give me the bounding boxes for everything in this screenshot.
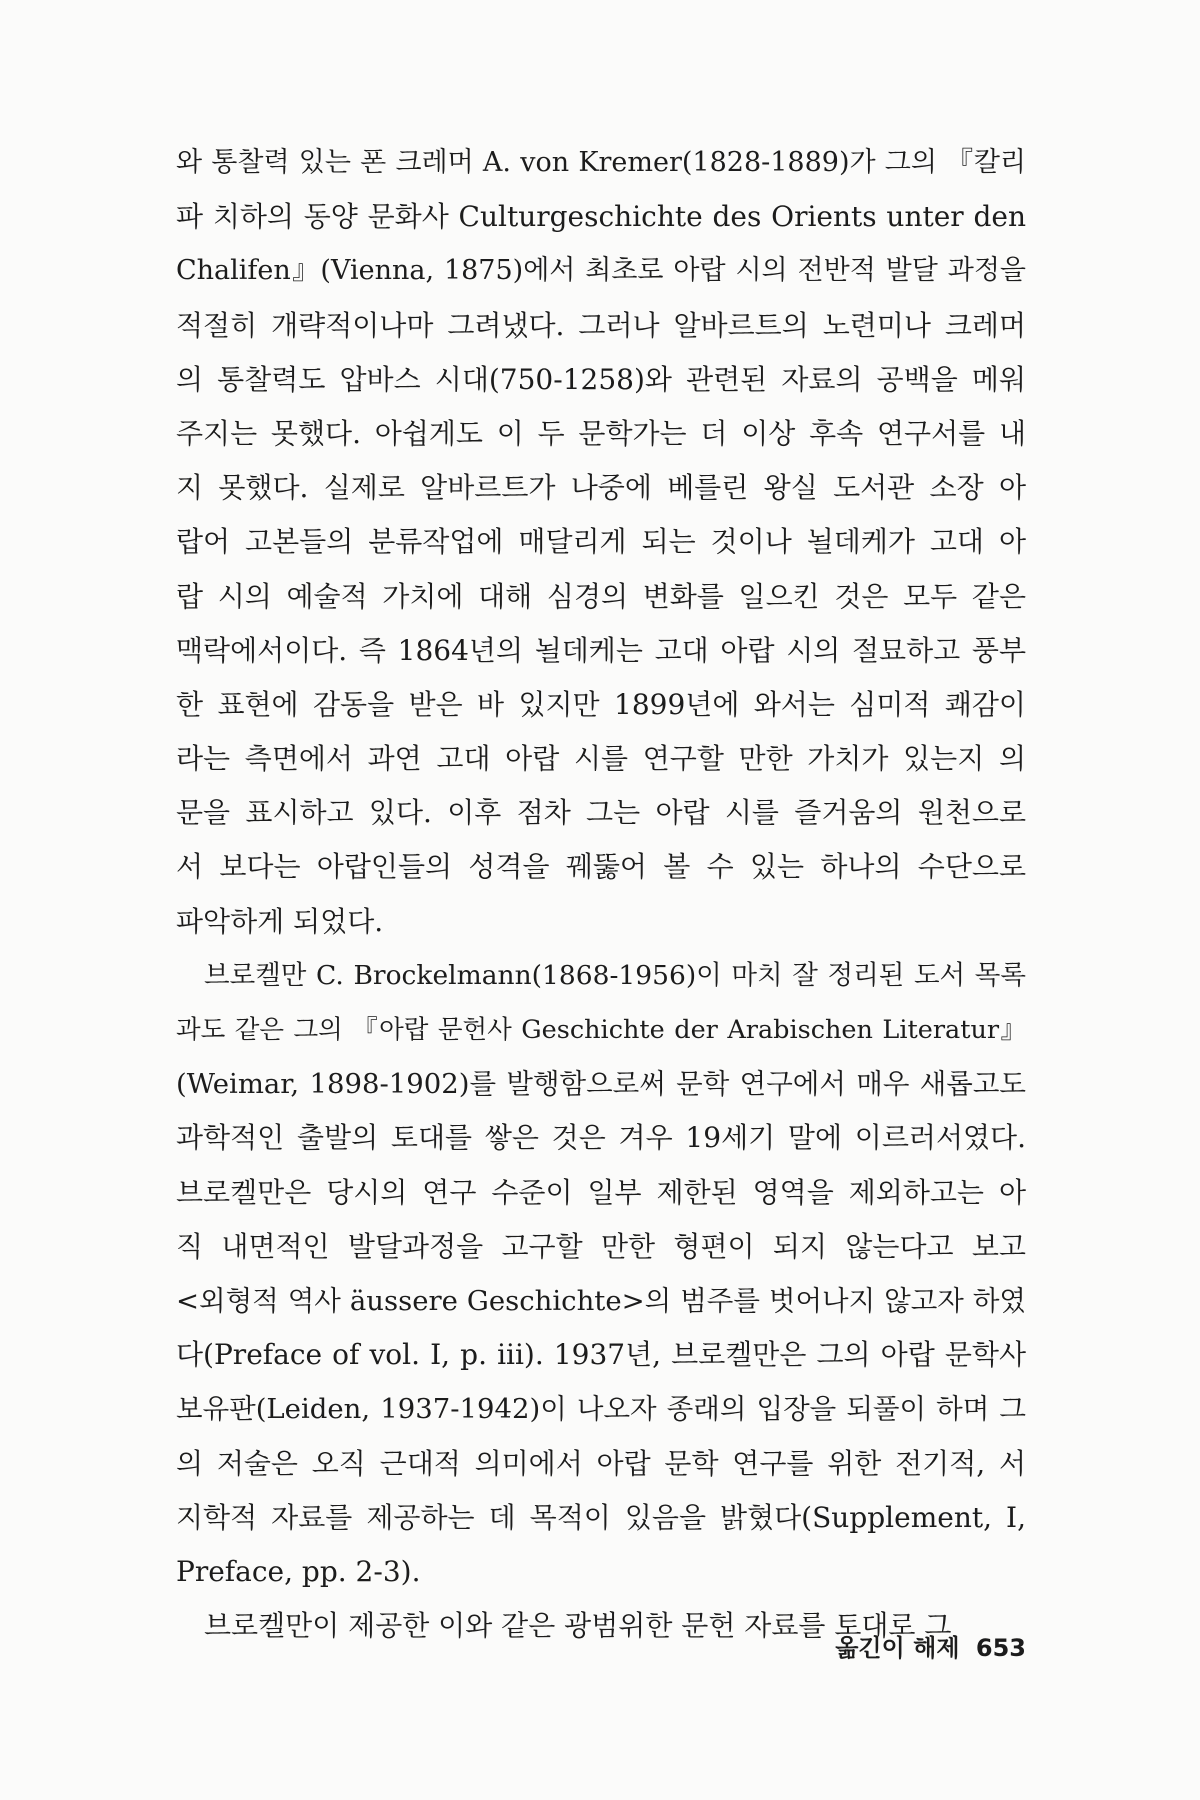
text-line: Preface, pp. 2-3). xyxy=(176,1554,421,1588)
text-line: 랍어 고본들의 분류작업에 매달리게 되는 것이나 뇔데케가 고대 아 xyxy=(176,525,1026,559)
text-line: 브로켈만은 당시의 연구 수준이 일부 제한된 영역을 제외하고는 아 xyxy=(176,1175,1026,1209)
text-line: 파 치하의 동양 문화사 Culturgeschichte des Orients unter den xyxy=(176,200,1026,234)
text-line: 문을 표시하고 있다. 이후 점차 그는 아랍 시를 즐거움의 원천으로 xyxy=(176,796,1026,830)
text-line: 지학적 자료를 제공하는 데 목적이 있음을 밝혔다(Supplement, I, xyxy=(176,1500,1026,1534)
text-line: 브로켈만이 제공한 이와 같은 광범위한 문헌 자료를 토대로 그 xyxy=(204,1609,952,1643)
text-line: (Weimar, 1898-1902)를 발행함으로써 문학 연구에서 매우 새롭고도 xyxy=(176,1068,1026,1101)
text-line: 지 못했다. 실제로 알바르트가 나중에 베를린 왕실 도서관 소장 아 xyxy=(176,471,1026,505)
text-line: 파악하게 되었다. xyxy=(176,904,384,938)
text-line: 랍 시의 예술적 가치에 대해 심경의 변화를 일으킨 것은 모두 같은 xyxy=(176,579,1026,613)
text-line: 주지는 못했다. 아쉽게도 이 두 문학가는 더 이상 후속 연구서를 내 xyxy=(176,416,1026,450)
text-line: 라는 측면에서 과연 고대 아랍 시를 연구할 만한 가치가 있는지 의 xyxy=(176,742,1026,776)
page-number: 653 xyxy=(975,1634,1026,1662)
text-line: Chalifen』(Vienna, 1875)에서 최초로 아랍 시의 전반적 발달 과정을 xyxy=(176,255,1026,287)
text-line: <외형적 역사 äussere Geschichte>의 범주를 벗어나지 않고자 하였 xyxy=(176,1284,1026,1317)
text-line: 직 내면적인 발달과정을 고구할 만한 형편이 되지 않는다고 보고 xyxy=(176,1229,1026,1263)
text-line: 한 표현에 감동을 받은 바 있지만 1899년에 와서는 심미적 쾌감이 xyxy=(176,687,1026,721)
text-line: 보유판(Leiden, 1937-1942)이 나오자 종래의 입장을 되풀이 하며 그 xyxy=(176,1393,1026,1426)
running-footer-label: 옮긴이 해제 xyxy=(835,1634,960,1662)
text-line: 서 보다는 아랍인들의 성격을 꿰뚫어 볼 수 있는 하나의 수단으로 xyxy=(176,850,1026,884)
text-line: 와 통찰력 있는 폰 크레머 A. von Kremer(1828-1889)가 그의 『칼리 xyxy=(176,147,1026,178)
text-line: 맥락에서이다. 즉 1864년의 뇔데케는 고대 아랍 시의 절묘하고 풍부 xyxy=(176,633,1026,667)
text-line: 과학적인 출발의 토대를 쌓은 것은 겨우 19세기 말에 이르러서였다. xyxy=(176,1121,1026,1155)
text-line: 적절히 개략적이나마 그려냈다. 그러나 알바르트의 노련미나 크레머 xyxy=(176,308,1026,342)
text-line: 다(Preface of vol. I, p. iii). 1937년, 브로켈만은 그의 아랍 문학사 xyxy=(176,1338,1026,1372)
text-line: 브로켈만 C. Brockelmann(1868-1956)이 마치 잘 정리된 도서 목록 xyxy=(204,959,1026,991)
text-line: 의 저술은 오직 근대적 의미에서 아랍 문학 연구를 위한 전기적, 서 xyxy=(176,1446,1026,1480)
text-line: 의 통찰력도 압바스 시대(750-1258)와 관련된 자료의 공백을 메워 xyxy=(176,362,1026,396)
page-footer xyxy=(700,1628,1026,1663)
text-line: 과도 같은 그의 『아랍 문헌사 Geschichte der Arabischen Literatur』 xyxy=(176,1015,1026,1045)
body-text xyxy=(176,136,1026,1653)
